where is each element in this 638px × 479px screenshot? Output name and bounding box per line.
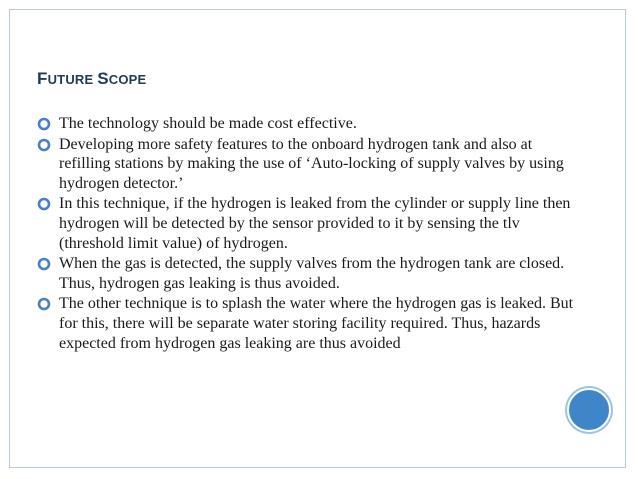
bullet-item (35, 254, 575, 293)
title-part-cope: COPE (108, 72, 147, 87)
decorative-circle (567, 388, 611, 432)
bullet-text: The technology should be made cost effective. (59, 115, 357, 132)
ring-bullet-icon (37, 117, 51, 131)
bullet-text: Developing more safety features to the onboard hydrogen tank and also at refilling stations by making the use of ‘Auto-locking of supply valves by using hydrogen detector.’ (59, 135, 564, 192)
ring-bullet-icon (37, 138, 51, 152)
ring-bullet-icon (37, 297, 51, 311)
bullet-item (35, 194, 575, 253)
slide-title (37, 69, 146, 89)
bullet-text: In this technique, if the hydrogen is leaked from the cylinder or supply line then hydrogen will be detected by the sensor provided to it by sensing the tlv (threshold limit value) of hydrogen. (59, 195, 571, 252)
bullet-item (35, 294, 575, 353)
title-letter-s: S (97, 69, 109, 88)
bullet-list (35, 114, 575, 354)
ring-bullet-icon (37, 197, 51, 211)
bullet-item (35, 114, 575, 134)
bullet-text: When the gas is detected, the supply valves from the hydrogen tank are closed. Thus, hydrogen gas leaking is thus avoided. (59, 255, 565, 292)
bullet-text: The other technique is to splash the water where the hydrogen gas is leaked. But for this, there will be separate water storing facility required. Thus, hazards expected from hydrogen gas leaking are thus avoided (59, 295, 574, 352)
title-part-uture: UTURE (47, 72, 98, 87)
bullet-item (35, 135, 575, 194)
ring-bullet-icon (37, 257, 51, 271)
title-letter-f: F (37, 69, 48, 88)
